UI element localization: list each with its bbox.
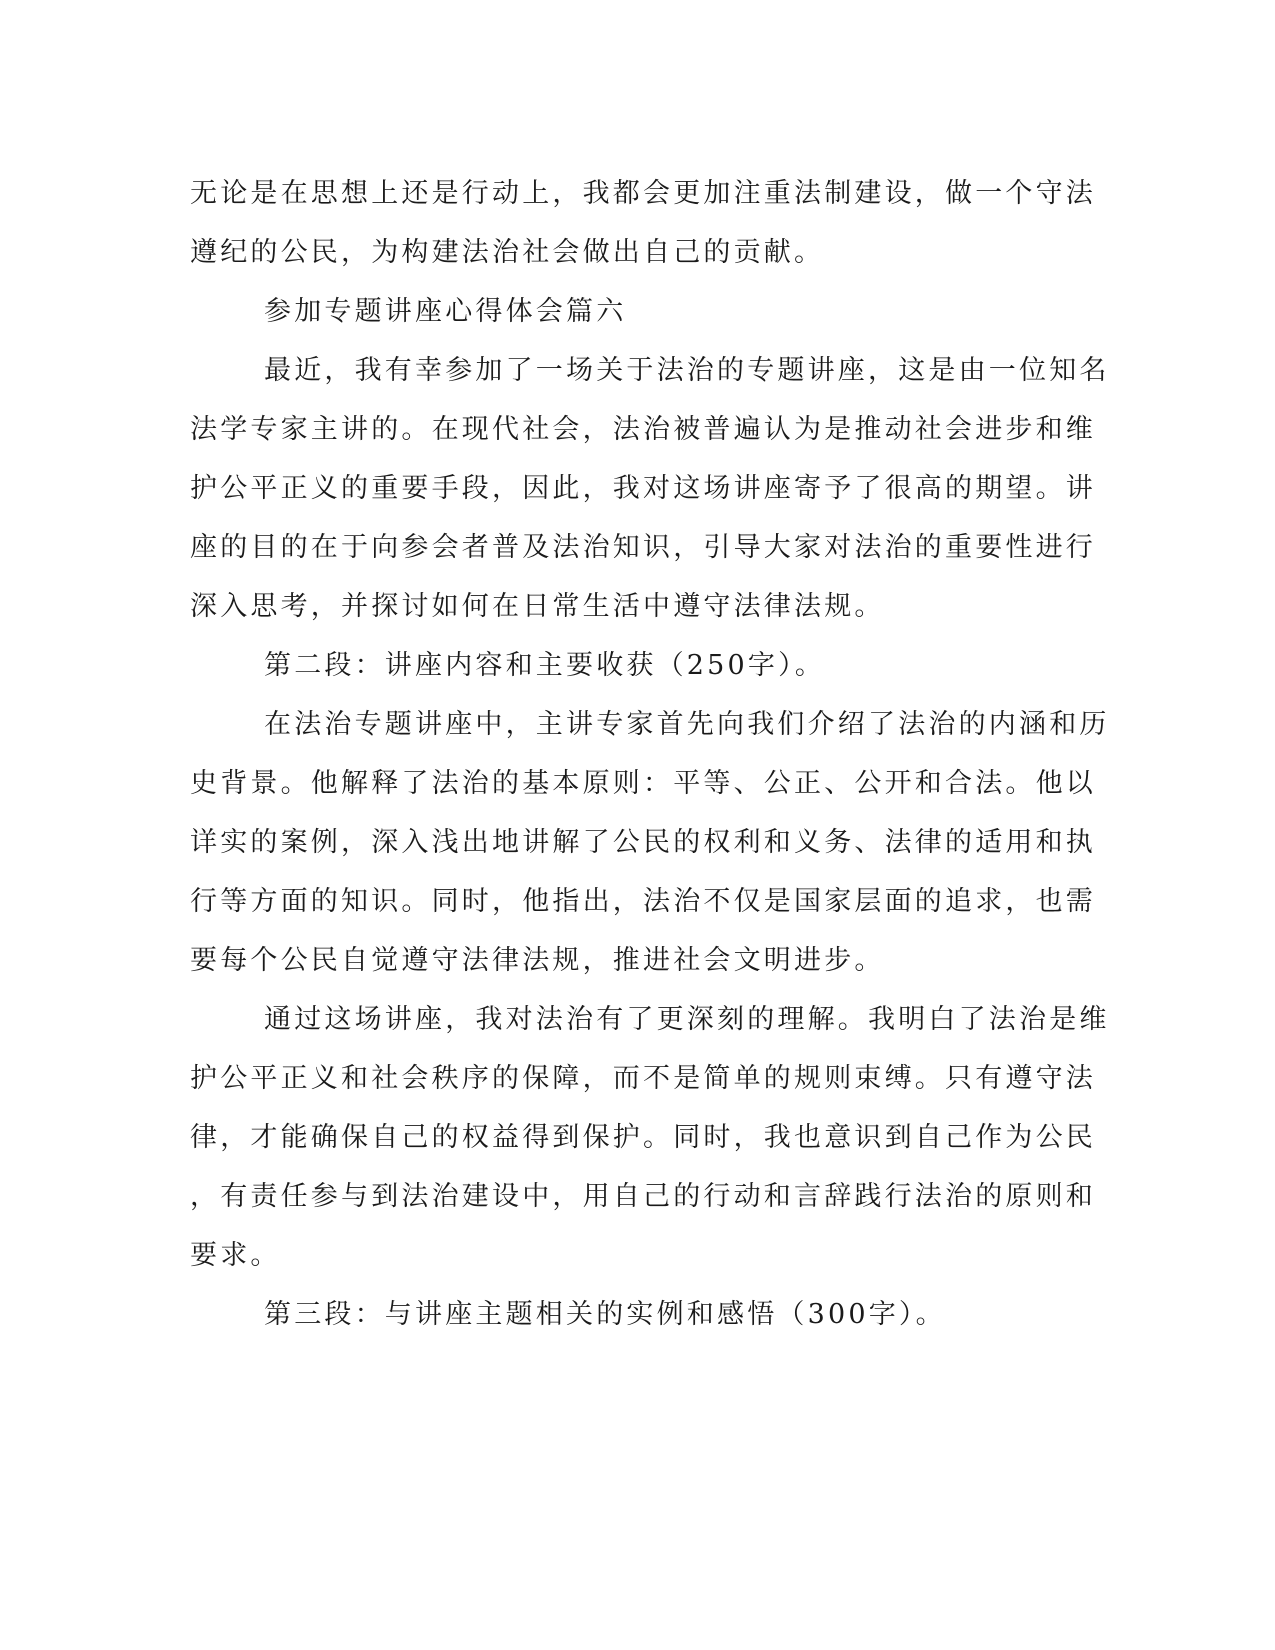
text-line: 详实的案例，深入浅出地讲解了公民的权利和义务、法律的适用和执 — [190, 827, 1096, 858]
text-line: 通过这场讲座，我对法治有了更深刻的理解。我明白了法治是维 — [264, 1004, 1110, 1035]
text-line: 要每个公民自觉遵守法律法规，推进社会文明进步。 — [190, 945, 885, 976]
paragraph-heading: 第二段：讲座内容和主要收获（250字）。 — [264, 650, 826, 681]
text-line: 行等方面的知识。同时，他指出，法治不仅是国家层面的追求，也需 — [190, 886, 1096, 917]
text-line: 护公平正义和社会秩序的保障，而不是简单的规则束缚。只有遵守法 — [190, 1063, 1096, 1094]
text-line: 史背景。他解释了法治的基本原则：平等、公正、公开和合法。他以 — [190, 768, 1096, 799]
text-line: 无论是在思想上还是行动上，我都会更加注重法制建设，做一个守法 — [190, 178, 1096, 209]
text-line: 护公平正义的重要手段，因此，我对这场讲座寄予了很高的期望。讲 — [190, 473, 1096, 504]
text-line: 遵纪的公民，为构建法治社会做出自己的贡献。 — [190, 237, 825, 268]
text-line: 律，才能确保自己的权益得到保护。同时，我也意识到自己作为公民 — [190, 1122, 1096, 1153]
text-line: 座的目的在于向参会者普及法治知识，引导大家对法治的重要性进行 — [190, 532, 1096, 563]
paragraph-heading: 第三段：与讲座主题相关的实例和感悟（300字）。 — [264, 1299, 946, 1330]
section-heading: 参加专题讲座心得体会篇六 — [264, 296, 627, 327]
text-line: ，有责任参与到法治建设中，用自己的行动和言辞践行法治的原则和 — [190, 1181, 1096, 1212]
document-body — [190, 164, 1110, 1344]
text-line: 深入思考，并探讨如何在日常生活中遵守法律法规。 — [190, 591, 885, 622]
text-line: 最近，我有幸参加了一场关于法治的专题讲座，这是由一位知名 — [264, 355, 1110, 386]
text-line: 在法治专题讲座中，主讲专家首先向我们介绍了法治的内涵和历 — [264, 709, 1110, 740]
text-line: 法学专家主讲的。在现代社会，法治被普遍认为是推动社会进步和维 — [190, 414, 1096, 445]
text-line: 要求。 — [190, 1240, 281, 1271]
